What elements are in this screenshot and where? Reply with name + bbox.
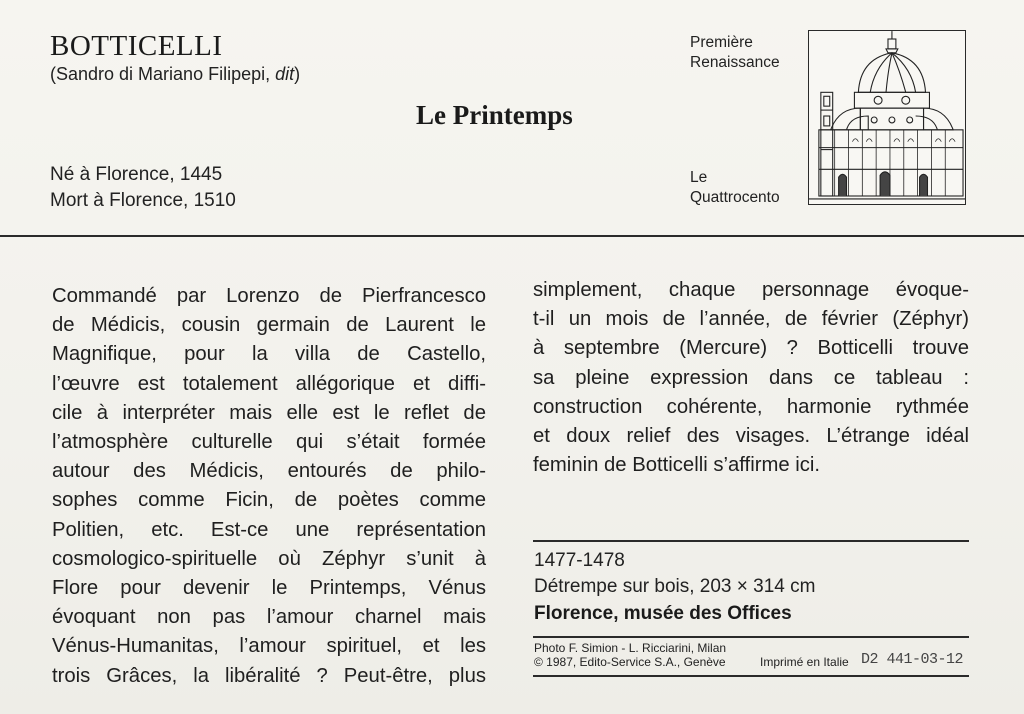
details-divider-middle (533, 636, 969, 638)
reference-number: D2 441-03-12 (861, 651, 964, 668)
text-line: à septembre (Mercure) ? Botticelli trouve (533, 337, 969, 360)
artist-full-name: (Sandro di Mariano Filipepi, dit) (50, 64, 301, 84)
photo-credit: Photo F. Simion - L. Ricciarini, Milan (534, 641, 727, 655)
artist-name: BOTTICELLI (50, 30, 223, 62)
description-right-column (533, 276, 969, 480)
period-label-bottom: Le Quattrocento (690, 169, 780, 206)
text-line: trois Grâces, la libéralité ? Peut-être, plus (52, 664, 486, 687)
text-line: cosmologico-spirituelle où Zéphyr s’unit à (52, 547, 486, 570)
birth-info: Né à Florence, 1445 (50, 164, 223, 185)
text-line: cile à interpréter mais elle est le reflet de (52, 401, 486, 424)
text-line: l’œuvre est totalement allégorique et diffi- (52, 372, 486, 395)
text-line: feminin de Botticelli s’affirme ici. (533, 454, 821, 477)
text-line: et doux relief des visages. L’étrange idéal (533, 425, 969, 448)
details-divider-bottom (533, 675, 969, 677)
header-divider (0, 235, 1024, 237)
text-line: de Médicis, cousin germain de Laurent le (52, 314, 486, 337)
florence-cathedral-dome-icon (808, 30, 966, 205)
artwork-medium: Détrempe sur bois, 203 × 314 cm (534, 576, 816, 597)
text-line: Commandé par Lorenzo de Pierfrancesco (52, 285, 486, 307)
artwork-title: Le Printemps (416, 100, 573, 130)
text-line: évoquant non pas l’amour charnel mais (52, 606, 486, 629)
text-line: l’atmosphère culturelle qui s’était formée (52, 431, 486, 454)
dit-word: dit (275, 64, 295, 84)
text-line: t-il un mois de l’année, de février (Zéphyr) (533, 308, 969, 331)
text-line: sa pleine expression dans ce tableau : (533, 366, 969, 389)
text-line: construction cohérente, harmonie rythmée (533, 395, 969, 418)
artwork-date: 1477-1478 (534, 550, 625, 571)
text-line: Flore pour devenir le Printemps, Vénus (52, 577, 486, 600)
text-line: Vénus-Humanitas, l’amour spirituel, et les (52, 635, 486, 658)
period-label-top: Première Renaissance (690, 34, 780, 71)
text-line: Politien, etc. Est-ce une représentation (52, 518, 486, 541)
text-line: sophes comme Ficin, de poètes comme (52, 489, 486, 512)
text-line: autour des Médicis, entourés de philo- (52, 460, 486, 483)
print-origin: Imprimé en Italie (760, 655, 849, 669)
copyright-notice: © 1987, Edito-Service S.A., Genève (534, 655, 726, 669)
text-line: simplement, chaque personnage évoque- (533, 279, 969, 301)
text-line: Magnifique, pour la villa de Castello, (52, 343, 486, 366)
description-left-column (52, 282, 486, 691)
death-info: Mort à Florence, 1510 (50, 190, 236, 211)
artwork-location: Florence, musée des Offices (534, 603, 792, 624)
details-divider-top (533, 540, 969, 542)
